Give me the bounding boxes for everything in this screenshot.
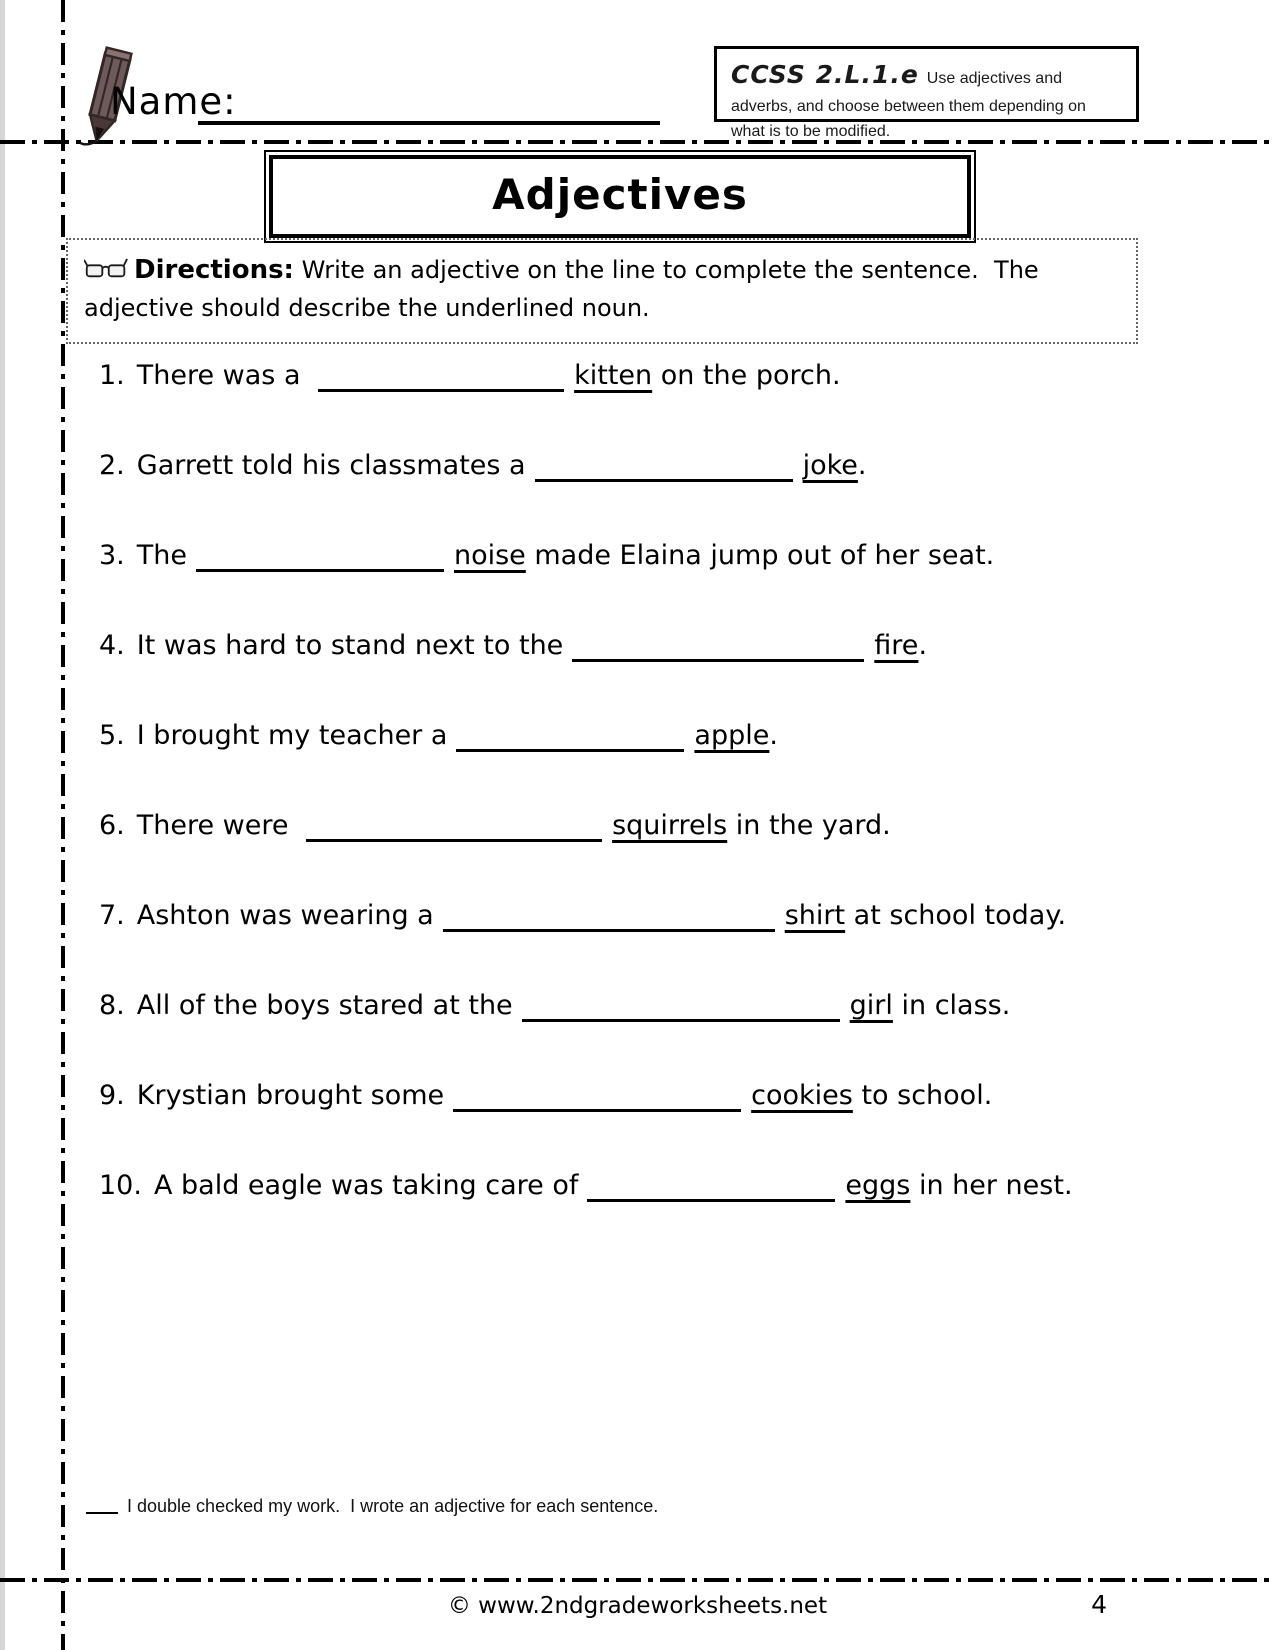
adjective-blank-line[interactable] [456, 742, 684, 752]
sentence-row [99, 1168, 1235, 1204]
sentence-text-before-blank: Krystian brought some [136, 1080, 445, 1111]
sentence-number: 10. [99, 1170, 142, 1201]
underlined-noun: eggs [845, 1170, 911, 1201]
sentence-text-after-noun: . [918, 630, 928, 661]
sentence-row [99, 718, 1235, 754]
name-label: Name: [110, 80, 237, 123]
self-check-text: I double checked my work. I wrote an adjective for each sentence. [127, 1496, 659, 1516]
sentence-number: 7. [99, 900, 125, 931]
sentence-number: 2. [99, 450, 125, 481]
sentence-number: 3. [99, 540, 125, 571]
sentence-text-before-blank: There was a [136, 360, 310, 391]
underlined-noun: shirt [784, 900, 846, 931]
title-inner-border [269, 155, 971, 238]
sentence-text-after-noun: in class. [892, 990, 1011, 1021]
sentence-text-after-noun: to school. [852, 1080, 993, 1111]
footer-dashdot-divider [0, 1578, 1275, 1582]
sentence-text-after-noun: in the yard. [727, 810, 891, 841]
sentence-text-before-blank: A bald eagle was taking care of [153, 1170, 579, 1201]
sentence-text-before-blank: There were [136, 810, 298, 841]
self-check-blank[interactable] [86, 1506, 118, 1514]
adjective-blank-line[interactable] [535, 472, 793, 482]
sentence-text-after-noun: made Elaina jump out of her seat. [525, 540, 995, 571]
underlined-noun: fire [874, 630, 919, 661]
sentence-row [99, 988, 1235, 1024]
page-title: Adjectives [492, 170, 748, 219]
directions-label: Directions: [134, 255, 294, 285]
underlined-noun: kitten [574, 360, 653, 391]
adjective-blank-line[interactable] [587, 1192, 835, 1202]
sentence-row [99, 628, 1235, 664]
ccss-text: Use adjectives and adverbs, and choose between them depending on what is to be modified. [731, 70, 1091, 140]
underlined-noun: noise [453, 540, 526, 571]
ccss-standard-box [714, 46, 1139, 140]
sentence-number: 4. [99, 630, 125, 661]
page-number: 4 [1091, 1590, 1107, 1619]
page-edge [0, 0, 5, 1650]
adjective-blank-line[interactable] [318, 382, 564, 392]
adjective-blank-line[interactable] [453, 1102, 741, 1112]
name-input-line[interactable] [198, 121, 660, 125]
sentence-text-before-blank: Ashton was wearing a [136, 900, 434, 931]
sentence-text-before-blank: The [136, 540, 187, 571]
header-dashdot-divider [0, 140, 1275, 144]
sentence-text-before-blank: All of the boys stared at the [136, 990, 513, 1021]
underlined-noun: girl [849, 990, 893, 1021]
adjective-blank-line[interactable] [443, 922, 775, 932]
sentence-row [99, 808, 1235, 844]
adjective-blank-line[interactable] [196, 562, 444, 572]
sentence-list [99, 358, 1235, 1258]
adjective-blank-line[interactable] [522, 1012, 840, 1022]
glasses-icon [84, 256, 128, 282]
sentence-text-after-noun: on the porch. [652, 360, 841, 391]
sentence-number: 1. [99, 360, 125, 391]
left-dashdot-border [61, 0, 65, 1650]
sentence-text-before-blank: Garrett told his classmates a [136, 450, 526, 481]
directions-box [66, 238, 1138, 344]
underlined-noun: apple [694, 720, 770, 751]
sentence-number: 5. [99, 720, 125, 751]
sentence-text-before-blank: I brought my teacher a [136, 720, 448, 751]
sentence-row [99, 898, 1235, 934]
adjective-blank-line[interactable] [572, 652, 864, 662]
sentence-row [99, 448, 1235, 484]
sentence-row [99, 358, 1235, 394]
directions-text: Write an adjective on the line to complete the sentence. The adjective should describe the underlined noun. [84, 256, 1047, 322]
sentence-number: 6. [99, 810, 125, 841]
self-check-row [86, 1496, 658, 1517]
underlined-noun: squirrels [612, 810, 728, 841]
ccss-code: CCSS 2.L.1.e [731, 60, 919, 89]
sentence-number: 9. [99, 1080, 125, 1111]
sentence-number: 8. [99, 990, 125, 1021]
sentence-text-after-noun: . [769, 720, 778, 751]
title-box [264, 150, 976, 243]
adjective-blank-line[interactable] [306, 832, 602, 842]
underlined-noun: joke [802, 450, 858, 481]
sentence-row [99, 538, 1235, 574]
sentence-text-after-noun: in her nest. [910, 1170, 1073, 1201]
sentence-text-after-noun: . [857, 450, 867, 481]
sentence-text-after-noun: at school today. [845, 900, 1067, 931]
sentence-text-before-blank: It was hard to stand next to the [136, 630, 564, 661]
sentence-row [99, 1078, 1235, 1114]
underlined-noun: cookies [751, 1080, 853, 1111]
footer-copyright: © www.2ndgradeworksheets.net [447, 1593, 828, 1619]
